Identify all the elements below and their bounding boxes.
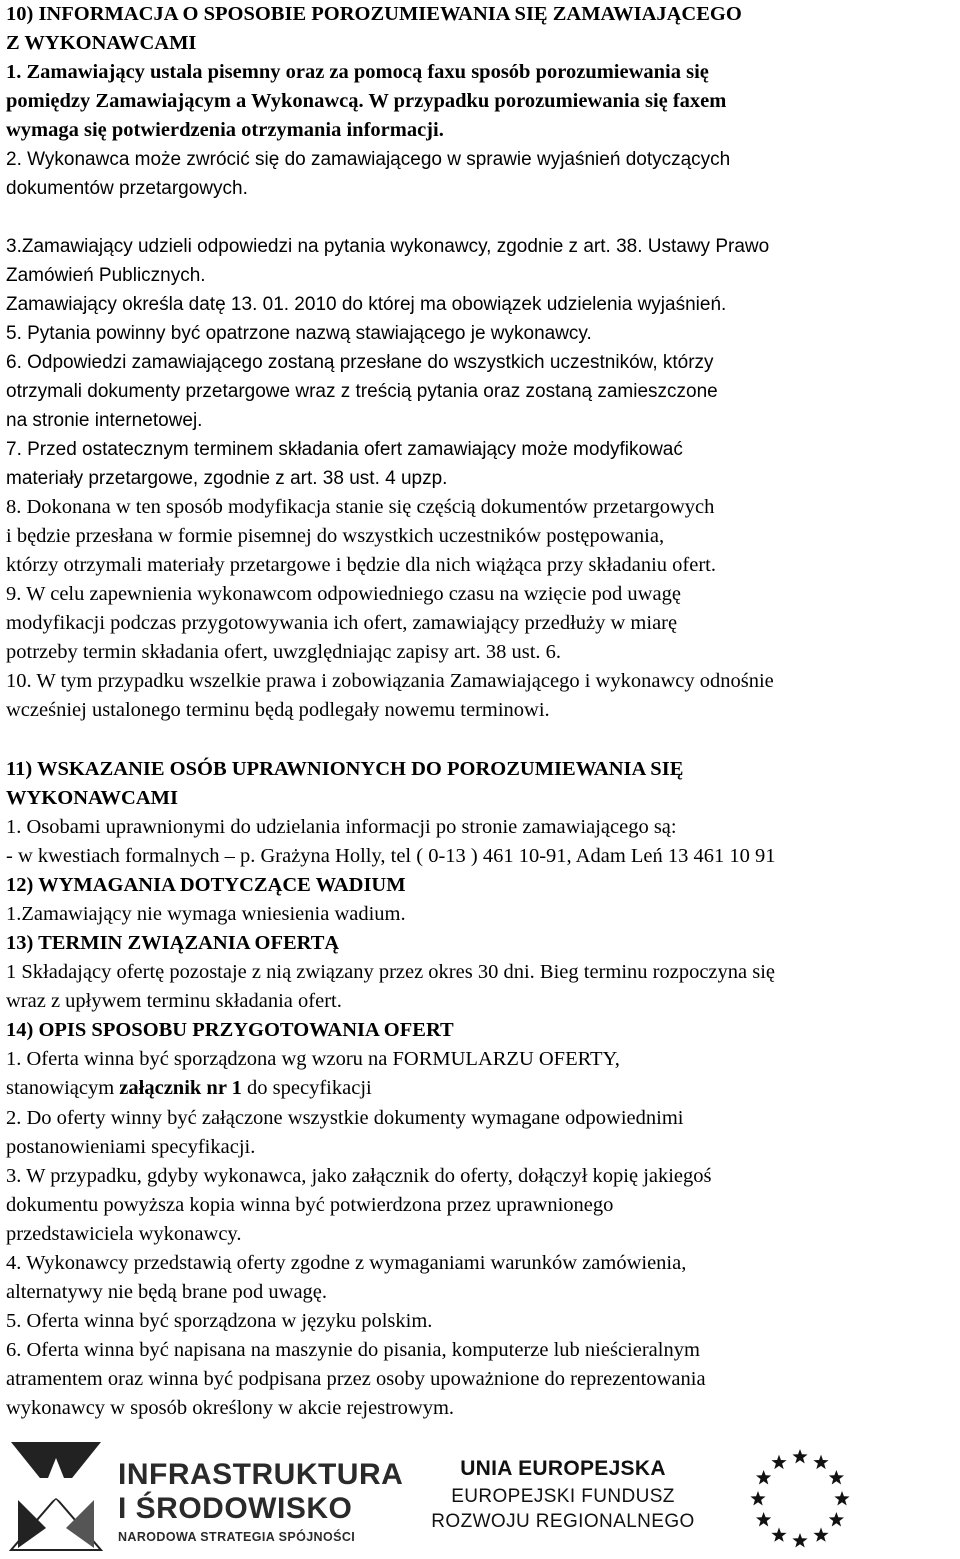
text-span: do specyfikacji: [241, 1077, 372, 1099]
footer-logos: [0, 1436, 960, 1559]
paragraph-line: 10. W tym przypadku wszelkie prawa i zobowiązania Zamawiającego i wykonawcy odnośnie: [6, 670, 774, 692]
paragraph-line: materiały przetargowe, zgodnie z art. 38 ust. 4 upzp.: [6, 468, 448, 489]
paragraph-line: dokumentu powyższa kopia winna być potwierdzona przez uprawnionego: [6, 1194, 614, 1216]
paragraph-line: dokumentów przetargowych.: [6, 178, 248, 199]
paragraph-line: Zamawiający określa datę 13. 01. 2010 do której ma obowiązek udzielenia wyjaśnień.: [6, 294, 727, 315]
paragraph-line: i będzie przesłana w formie pisemnej do wszystkich uczestników postępowania,: [6, 525, 665, 547]
eu-star-icon: [792, 1533, 807, 1548]
paragraph-line: otrzymali dokumenty przetargowe wraz z treścią pytania oraz zostaną zamieszczone: [6, 381, 718, 402]
attachment-ref: załącznik nr 1: [119, 1077, 242, 1099]
paragraph-line: [6, 1074, 372, 1103]
logo-line3: NARODOWA STRATEGIA SPÓJNOŚCI: [118, 1530, 356, 1544]
logo-line2: I ŚRODOWISKO: [118, 1492, 353, 1525]
paragraph-line: 5. Pytania powinny być opatrzone nazwą stawiającego je wykonawcy.: [6, 323, 592, 344]
logo-line1: INFRASTRUKTURA: [118, 1458, 404, 1491]
eu-star-icon: [771, 1455, 786, 1470]
paragraph-line: 3. W przypadku, gdyby wykonawca, jako załącznik do oferty, dołączył kopię jakiegoś: [6, 1165, 712, 1187]
paragraph-line: Zamówień Publicznych.: [6, 265, 206, 286]
paragraph-line: potrzeby termin składania ofert, uwzględniając zapisy art. 38 ust. 6.: [6, 641, 562, 663]
eu-line1: UNIA EUROPEJSKA: [460, 1457, 666, 1480]
paragraph-line: 1 Składający ofertę pozostaje z nią związany przez okres 30 dni. Bieg terminu rozpoczyna się: [6, 961, 776, 983]
eu-star-icon: [756, 1470, 771, 1485]
section-heading: 14) OPIS SPOSOBU PRZYGOTOWANIA OFERT: [6, 1019, 454, 1041]
section-heading: 10) INFORMACJA O SPOSOBIE POROZUMIEWANIA SIĘ ZAMAWIAJĄCEGO: [6, 3, 742, 25]
eu-fund-text: [418, 1454, 708, 1544]
paragraph-line: 1.Zamawiający nie wymaga wniesienia wadium.: [6, 903, 406, 925]
eu-star-icon: [829, 1512, 844, 1527]
paragraph-line: 5. Oferta winna być sporządzona w języku polskim.: [6, 1310, 433, 1332]
paragraph-line: - w kwestiach formalnych – p. Grażyna Holly, tel ( 0-13 ) 461 10-91, Adam Leń 13 461 10 91: [6, 845, 776, 867]
section-heading: WYKONAWCAMI: [6, 787, 178, 809]
eu-star-icon: [756, 1512, 771, 1527]
infrastruktura-logo: [6, 1440, 404, 1552]
paragraph-line: modyfikacji podczas przygotowywania ich ofert, zamawiający przedłuży w miarę: [6, 612, 678, 634]
eu-star-icon: [813, 1527, 828, 1541]
paragraph-line: wcześniej ustalonego terminu będą podlegały nowemu terminowi.: [6, 699, 550, 721]
paragraph-line: wykonawcy w sposób określony w akcie rejestrowym.: [6, 1397, 455, 1419]
eu-star-icon: [792, 1449, 807, 1464]
paragraph-line: 1. Osobami uprawnionymi do udzielania informacji po stronie zamawiającego są:: [6, 816, 677, 838]
eu-star-icon: [834, 1491, 849, 1506]
paragraph-line: wraz z upływem terminu składania ofert.: [6, 990, 342, 1012]
paragraph-line: 9. W celu zapewnienia wykonawcom odpowiedniego czasu na wzięcie pod uwagę: [6, 583, 681, 605]
paragraph-line: 8. Dokonana w ten sposób modyfikacja stanie się częścią dokumentów przetargowych: [6, 496, 715, 518]
paragraph-line: przedstawiciela wykonawcy.: [6, 1223, 242, 1245]
paragraph-line: pomiędzy Zamawiającym a Wykonawcą. W przypadku porozumiewania się faxem: [6, 90, 727, 112]
section-heading: 13) TERMIN ZWIĄZANIA OFERTĄ: [6, 932, 340, 954]
paragraph-line: 1. Zamawiający ustala pisemny oraz za pomocą faxu sposób porozumiewania się: [6, 61, 709, 83]
text-span: stanowiącym: [6, 1077, 120, 1099]
paragraph-line: 7. Przed ostatecznym terminem składania ofert zamawiający może modyfikować: [6, 439, 683, 460]
paragraph-line: alternatywy nie będą brane pod uwagę.: [6, 1281, 328, 1303]
eu-star-icon: [771, 1527, 786, 1541]
section-heading: 12) WYMAGANIA DOTYCZĄCE WADIUM: [6, 874, 406, 896]
infrastruktura-star-logo-icon: [6, 1440, 106, 1552]
paragraph-line: 2. Do oferty winny być załączone wszystkie dokumenty wymagane odpowiednimi: [6, 1107, 684, 1129]
eu-star-icon: [750, 1491, 765, 1506]
eu-stars-flag-icon: [745, 1444, 855, 1554]
paragraph-line: 1. Oferta winna być sporządzona wg wzoru na FORMULARZU OFERTY,: [6, 1048, 620, 1070]
paragraph-line: wymaga się potwierdzenia otrzymania informacji.: [6, 119, 444, 141]
eu-star-icon: [813, 1455, 828, 1470]
paragraph-line: 6. Oferta winna być napisana na maszynie do pisania, komputerze lub nieścieralnym: [6, 1339, 700, 1361]
eu-star-icon: [829, 1470, 844, 1485]
paragraph-line: 4. Wykonawcy przedstawią oferty zgodne z wymaganiami warunków zamówienia,: [6, 1252, 687, 1274]
paragraph-line: postanowieniami specyfikacji.: [6, 1136, 256, 1158]
eu-line3: ROZWOJU REGIONALNEGO: [431, 1511, 695, 1532]
paragraph-line: 6. Odpowiedzi zamawiającego zostaną przesłane do wszystkich uczestników, którzy: [6, 352, 714, 373]
eu-line2: EUROPEJSKI FUNDUSZ: [451, 1486, 675, 1507]
section-heading: 11) WSKAZANIE OSÓB UPRAWNIONYCH DO POROZUMIEWANIA SIĘ: [6, 758, 684, 780]
infrastruktura-text: [118, 1458, 403, 1545]
paragraph-line: 2. Wykonawca może zwrócić się do zamawiającego w sprawie wyjaśnień dotyczących: [6, 149, 731, 170]
section-heading: Z WYKONAWCAMI: [6, 32, 197, 54]
paragraph-line: na stronie internetowej.: [6, 410, 203, 431]
paragraph-line: którzy otrzymali materiały przetargowe i będzie dla nich wiążąca przy składaniu ofert.: [6, 554, 716, 576]
paragraph-line: 3.Zamawiający udzieli odpowiedzi na pytania wykonawcy, zgodnie z art. 38. Ustawy Prawo: [6, 236, 770, 257]
paragraph-line: atramentem oraz winna być podpisana przez osoby upoważnione do reprezentowania: [6, 1368, 706, 1390]
